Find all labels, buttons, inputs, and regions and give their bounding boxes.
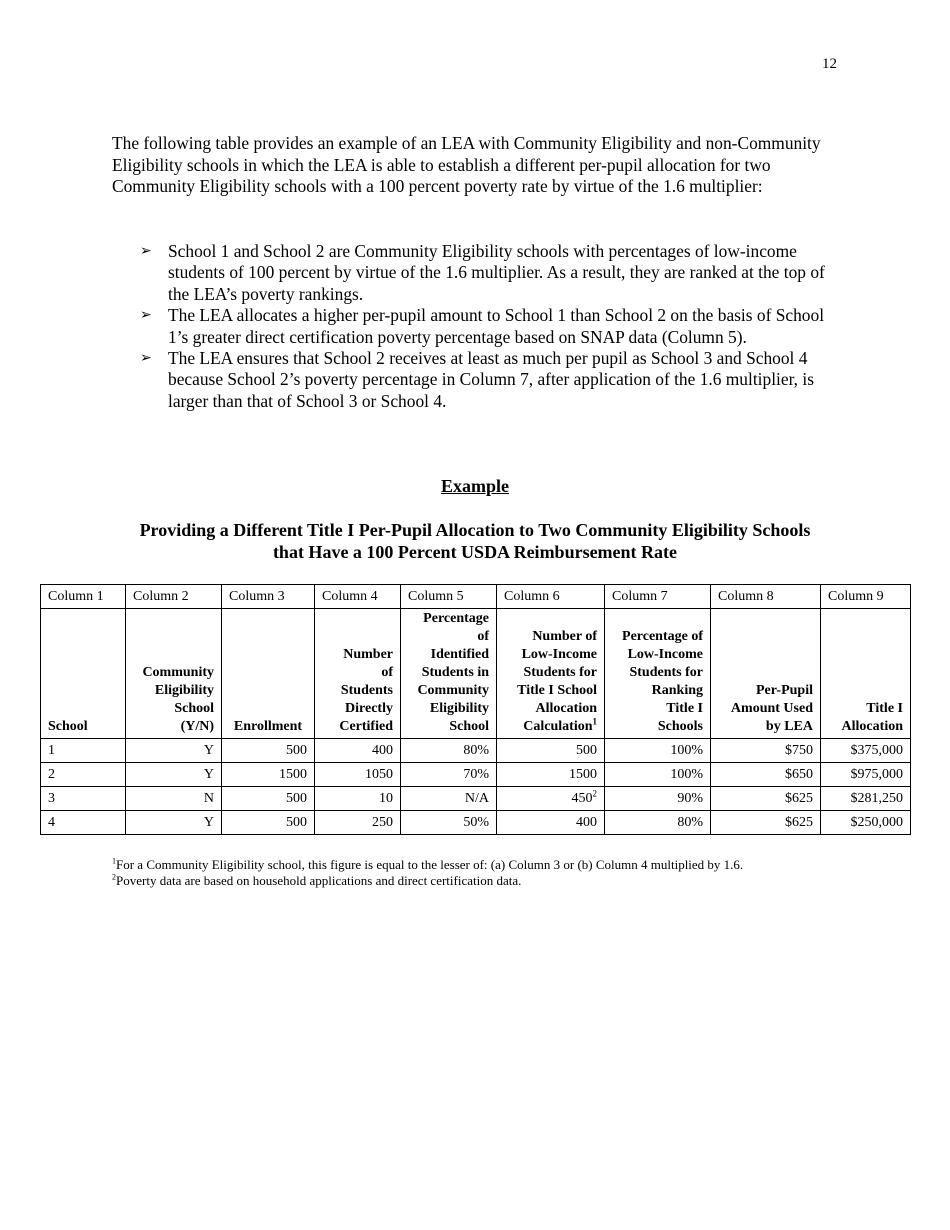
bullet-item: ➢ School 1 and School 2 are Community Eligibility schools with percentages of low-income students of 100 percent by virtue of the 1.6 multiplier. As a result, they are ranked at the top of the LEA’s poverty rankings. bbox=[140, 241, 825, 304]
cell-allocation: $975,000 bbox=[821, 763, 911, 787]
header-community-eligibility: Community Eligibility School (Y/N) bbox=[126, 609, 222, 739]
cell-per-pupil: $650 bbox=[711, 763, 821, 787]
cell-allocation: $375,000 bbox=[821, 739, 911, 763]
cell-directly-certified: 1050 bbox=[315, 763, 401, 787]
header-school: School bbox=[41, 609, 126, 739]
header-percentage-low-income: Percentage of Low-Income Students for Ranking Title I Schools bbox=[605, 609, 711, 739]
header-low-income-students: Number of Low-Income Students for Title I School Allocation Calculation$^1$ bbox=[497, 609, 605, 739]
header-row bbox=[41, 609, 911, 739]
cell-enrollment: 500 bbox=[222, 739, 315, 763]
cell-enrollment: 1500 bbox=[222, 763, 315, 787]
column-label: Column 8 bbox=[711, 585, 821, 609]
cell-community-eligibility: Y bbox=[126, 811, 222, 835]
cell-allocation: $250,000 bbox=[821, 811, 911, 835]
cell-percentage-identified: 80% bbox=[401, 739, 497, 763]
cell-percentage-identified: 50% bbox=[401, 811, 497, 835]
column-label: Column 5 bbox=[401, 585, 497, 609]
table-title: Providing a Different Title I Per-Pupil Allocation to Two Community Eligibility Schools that Have a 100 Percent USDA Reimbursement Rate bbox=[139, 520, 811, 562]
cell-low-income: 400 bbox=[497, 811, 605, 835]
header-directly-certified: Number of Students Directly Certified bbox=[315, 609, 401, 739]
cell-allocation: $281,250 bbox=[821, 787, 911, 811]
cell-directly-certified: 250 bbox=[315, 811, 401, 835]
cell-per-pupil: $750 bbox=[711, 739, 821, 763]
cell-school: 1 bbox=[41, 739, 126, 763]
example-table bbox=[40, 584, 911, 835]
cell-directly-certified: 10 bbox=[315, 787, 401, 811]
cell-percentage-low-income: 100% bbox=[605, 763, 711, 787]
header-percentage-identified: Percentage of Identified Students in Community Eligibility School bbox=[401, 609, 497, 739]
arrow-bullet-icon: ➢ bbox=[140, 244, 152, 259]
footnote-mark: 1 bbox=[112, 856, 116, 866]
cell-enrollment: 500 bbox=[222, 811, 315, 835]
footnote: $^1$For a Community Eligibility school, this figure is equal to the lesser of: (a) Column 3 or (b) Column 4 multiplied by 1.6. bbox=[112, 856, 744, 872]
cell-school: 3 bbox=[41, 787, 126, 811]
column-label: Column 4 bbox=[315, 585, 401, 609]
column-label: Column 6 bbox=[497, 585, 605, 609]
cell-per-pupil: $625 bbox=[711, 787, 821, 811]
column-label: Column 9 bbox=[821, 585, 911, 609]
cell-community-eligibility: Y bbox=[126, 739, 222, 763]
column-number-row bbox=[41, 585, 911, 609]
table-row bbox=[41, 787, 911, 811]
cell-low-income: 500 bbox=[497, 739, 605, 763]
example-heading: Example bbox=[440, 476, 509, 496]
column-label: Column 2 bbox=[126, 585, 222, 609]
cell-percentage-identified: N/A bbox=[401, 787, 497, 811]
cell-community-eligibility: N bbox=[126, 787, 222, 811]
column-label: Column 7 bbox=[605, 585, 711, 609]
cell-enrollment: 500 bbox=[222, 787, 315, 811]
header-title-i-allocation: Title I Allocation bbox=[821, 609, 911, 739]
cell-percentage-low-income: 80% bbox=[605, 811, 711, 835]
arrow-bullet-icon: ➢ bbox=[140, 308, 152, 324]
footnotes bbox=[112, 857, 872, 889]
table-row bbox=[41, 763, 911, 787]
column-label: Column 3 bbox=[222, 585, 315, 609]
header-enrollment: Enrollment bbox=[222, 609, 315, 739]
footnote-mark: 2 bbox=[112, 872, 116, 882]
cell-community-eligibility: Y bbox=[126, 763, 222, 787]
footnote: $^2$Poverty data are based on household applications and direct certification data. bbox=[112, 872, 522, 888]
bullet-item: ➢ The LEA ensures that School 2 receives at least as much per pupil as School 3 and School 4 because School 2’s poverty percentage in Column 7, after application of the 1.6 multiplier, is larger than that of School 3 or School 4. bbox=[140, 348, 814, 411]
table-row bbox=[41, 811, 911, 835]
cell-percentage-low-income: 90% bbox=[605, 787, 711, 811]
footnote-mark: 2 bbox=[592, 787, 597, 798]
cell-percentage-low-income: 100% bbox=[605, 739, 711, 763]
table-row bbox=[41, 739, 911, 763]
cell-low-income: 1500 bbox=[497, 763, 605, 787]
cell-percentage-identified: 70% bbox=[401, 763, 497, 787]
cell-low-income: $450^2$ bbox=[497, 787, 605, 811]
page-number: 12 bbox=[822, 56, 837, 72]
cell-school: 2 bbox=[41, 763, 126, 787]
bullet-list bbox=[140, 241, 840, 412]
column-label: Column 1 bbox=[41, 585, 126, 609]
header-per-pupil-amount: Per-Pupil Amount Used by LEA bbox=[711, 609, 821, 739]
bullet-item: ➢ The LEA allocates a higher per-pupil amount to School 1 than School 2 on the basis of School 1’s greater direct certification poverty percentage based on SNAP data (Column 5). bbox=[140, 305, 825, 347]
cell-directly-certified: 400 bbox=[315, 739, 401, 763]
cell-per-pupil: $625 bbox=[711, 811, 821, 835]
intro-paragraph: The following table provides an example of an LEA with Community Eligibility and non-Community Eligibility schools in which the LEA is able to establish a different per-pupil allocation for two Community Eligibility schools with a 100 percent poverty rate by virtue of the 1.6 multiplier: bbox=[112, 133, 821, 197]
cell-school: 4 bbox=[41, 811, 126, 835]
footnote-mark: 1 bbox=[592, 716, 597, 727]
arrow-bullet-icon: ➢ bbox=[140, 351, 152, 367]
